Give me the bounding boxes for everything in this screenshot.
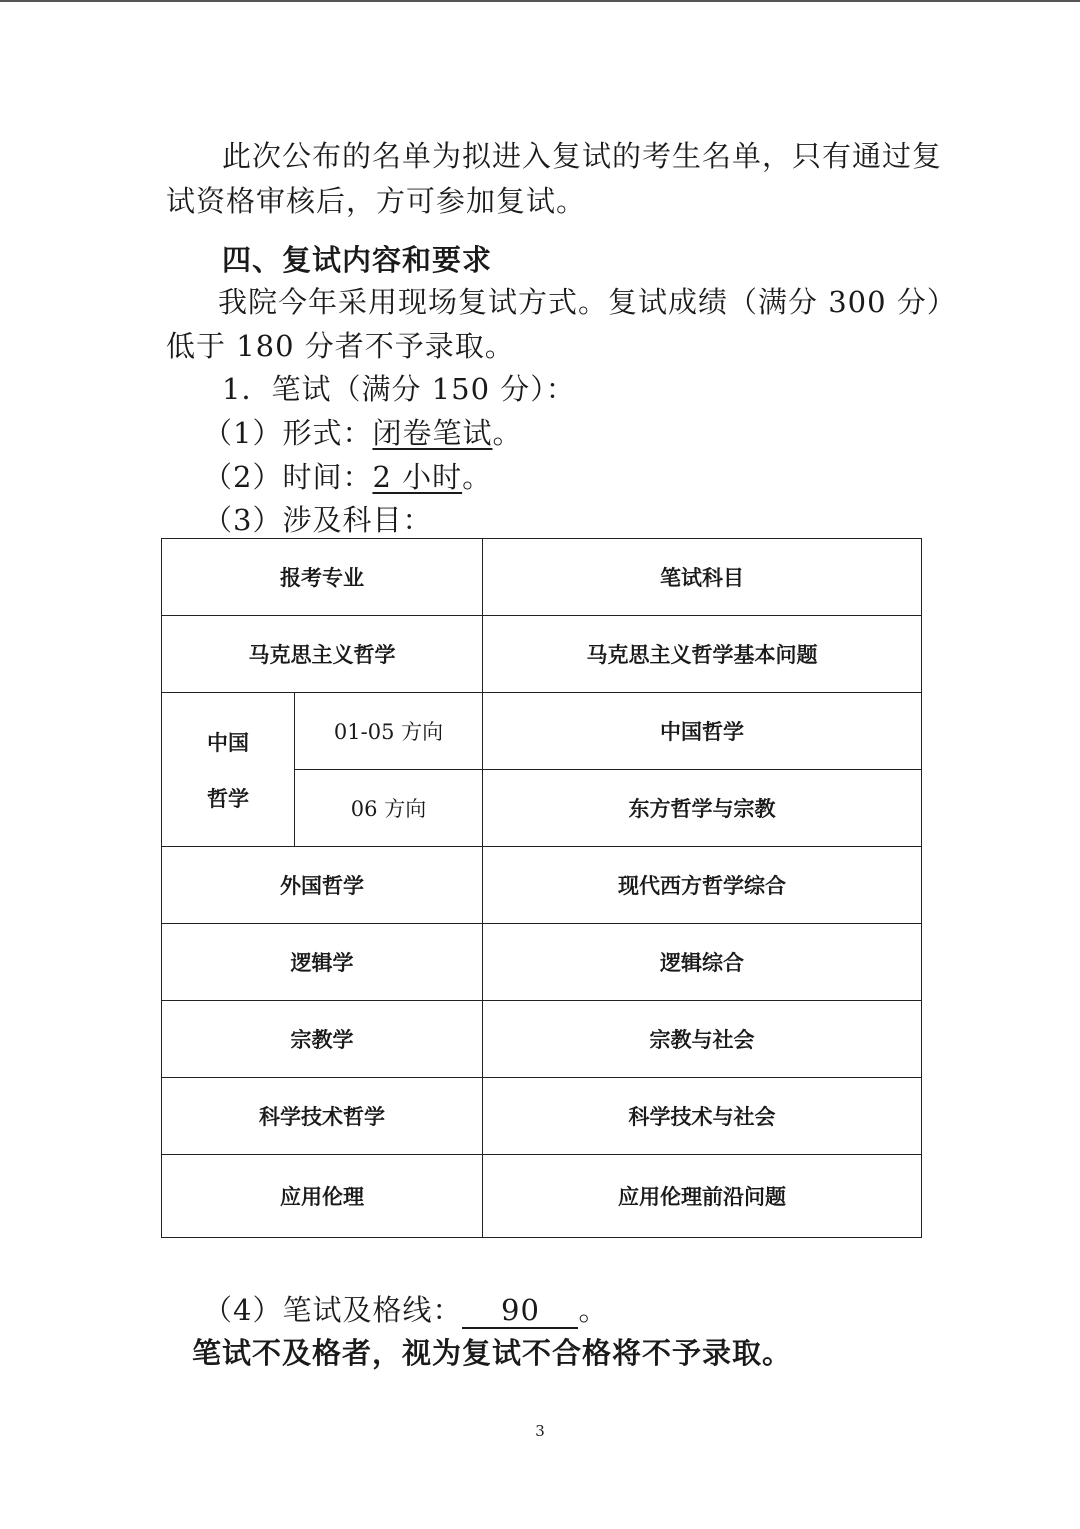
subjects-label: （3）涉及科目： (203, 503, 433, 537)
section-heading: 四、复试内容和要求 (222, 243, 493, 277)
intro-line-2: 低于 180 分者不予录取。 (166, 329, 515, 363)
major-cell: 应用伦理 (162, 1155, 483, 1238)
exam-form-label: （1）形式： (203, 416, 373, 450)
exam-time-end: 。 (462, 460, 493, 494)
subject-cell: 现代西方哲学综合 (483, 847, 922, 924)
subjects-table (161, 538, 922, 1238)
direction-cell: 01-05 方向 (295, 693, 483, 770)
major-group-line-1: 中国 (207, 729, 249, 755)
subject-cell: 应用伦理前沿问题 (483, 1155, 922, 1238)
page-number: 3 (535, 1422, 545, 1440)
header-major: 报考专业 (162, 539, 483, 616)
table-row (162, 924, 922, 1001)
subject-cell: 中国哲学 (483, 693, 922, 770)
major-cell: 逻辑学 (162, 924, 483, 1001)
intro-line-1: 我院今年采用现场复试方式。复试成绩（满分 300 分） (218, 285, 957, 319)
table-row (162, 1155, 922, 1238)
exam-time-value: 2 小时 (372, 460, 463, 494)
major-group-line-2: 哲学 (207, 785, 249, 811)
table-row (162, 616, 922, 693)
page-top-border (0, 0, 1080, 2)
major-cell: 马克思主义哲学 (162, 616, 483, 693)
direction-cell: 06 方向 (295, 770, 483, 847)
notice-line-2: 试资格审核后，方可参加复试。 (166, 184, 587, 218)
subject-cell: 马克思主义哲学基本问题 (483, 616, 922, 693)
pass-line (203, 1290, 608, 1330)
major-cell: 外国哲学 (162, 847, 483, 924)
subject-cell: 宗教与社会 (483, 1001, 922, 1078)
pass-end: 。 (578, 1293, 609, 1327)
major-cell: 科学技术哲学 (162, 1078, 483, 1155)
subject-cell: 科学技术与社会 (483, 1078, 922, 1155)
pass-label: （4）笔试及格线： (203, 1293, 463, 1327)
exam-form-line (203, 413, 522, 453)
major-cell: 宗教学 (162, 1001, 483, 1078)
table-row (162, 1001, 922, 1078)
table-row (162, 1078, 922, 1155)
notice-line-1: 此次公布的名单为拟进入复试的考生名单，只有通过复 (222, 139, 943, 173)
subject-cell: 逻辑综合 (483, 924, 922, 1001)
header-subject: 笔试科目 (483, 539, 922, 616)
fail-note: 笔试不及格者，视为复试不合格将不予录取。 (192, 1336, 793, 1370)
table-header-row (162, 539, 922, 616)
major-group-cell (162, 693, 295, 847)
table-row (162, 847, 922, 924)
written-exam-title: 1．笔试（满分 150 分）： (222, 372, 576, 406)
pass-value: 90 (462, 1293, 578, 1329)
exam-time-line (203, 457, 492, 497)
exam-time-label: （2）时间： (203, 460, 373, 494)
exam-form-end: 。 (492, 416, 523, 450)
exam-form-value: 闭卷笔试 (372, 416, 493, 450)
subject-cell: 东方哲学与宗教 (483, 770, 922, 847)
table-row (162, 693, 922, 770)
